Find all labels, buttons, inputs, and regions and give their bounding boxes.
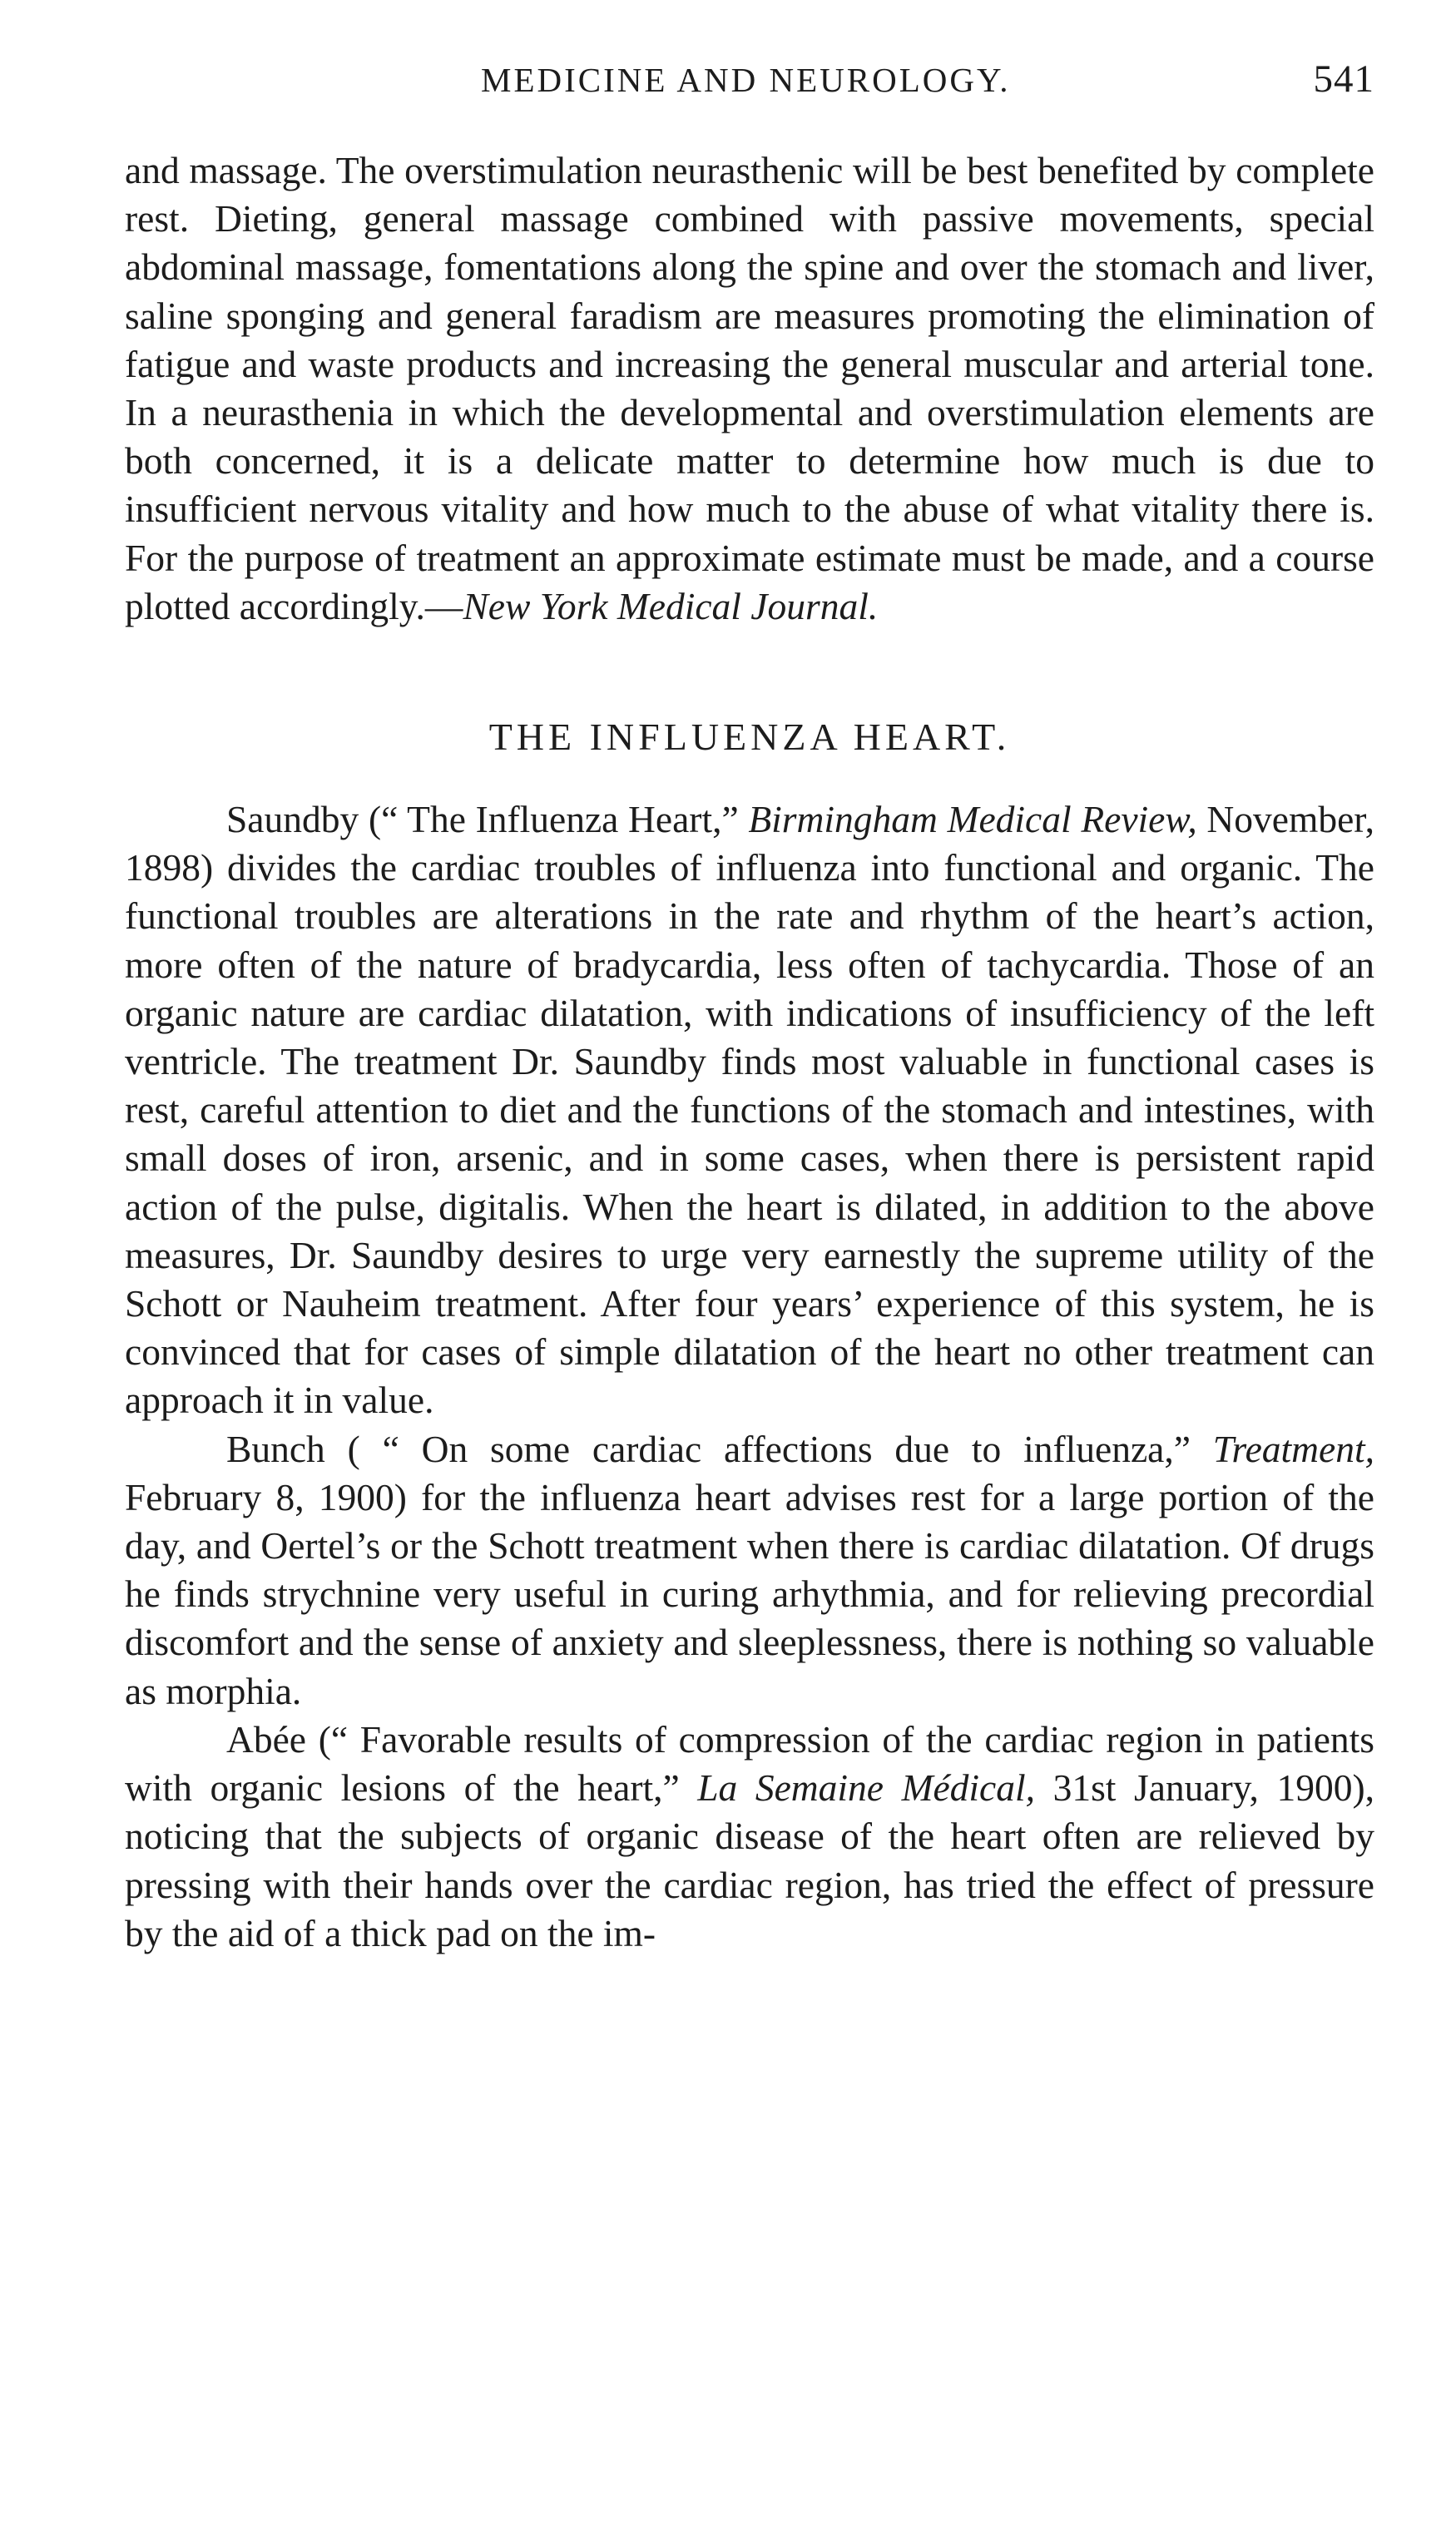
paragraph-saundby	[125, 795, 1374, 1425]
paragraph-text: 31st January, 1900), noticing that the subjects of organic disease of the heart often are relieved by pressing with their hands over the cardiac region, has tried the effect of pressure by the aid of a thick pad on the im-	[125, 1766, 1374, 1954]
source-citation: New York Medical Journal.	[463, 584, 879, 627]
journal-citation: La Semaine Médical,	[697, 1766, 1036, 1810]
paragraph-bunch	[125, 1425, 1374, 1716]
journal-citation: Birmingham Medical Review,	[748, 798, 1197, 841]
running-title: MEDICINE AND NEUROLOGY.	[481, 61, 1011, 99]
paragraph-text: Bunch ( “ On some cardiac affections due to influenza,”	[226, 1427, 1213, 1470]
text-column	[125, 146, 1374, 1958]
paragraph-text: November, 1898) divides the cardiac troubles of influenza into functional and organic. The functional troubles are alterations in the rate and rhythm of the heart’s action, more often of the nature of bradycardia, less often of tachycardia. Those of an organic nature are cardiac dilatation, with indications of insufficiency of the left ventricle. The treatment Dr. Saundby finds most valuable in functional cases is rest, careful attention to diet and the functions of the stomach and intestines, with small doses of iron, arsenic, and in some cases, when there is persistent rapid action of the pulse, digitalis. When the heart is dilated, in addition to the above measures, Dr. Saundby desires to urge very earnestly the supreme utility of the Schott or Nauheim treatment. After four years’ experience of this system, he is convinced that for cases of simple dilatation of the heart no other treatment can approach it in value.	[125, 798, 1374, 1422]
page-number: 541	[1313, 57, 1374, 101]
section-title: THE INFLUENZA HEART.	[488, 716, 1011, 759]
continuation-paragraph	[125, 146, 1374, 631]
paragraph-text: February 8, 1900) for the influenza heart advises rest for a large portion of the day, and Oertel’s or the Schott treatment when there is cardiac dilatation. Of drugs he finds strychnine very useful in curing arhythmia, and for relieving precordial discomfort and the sense of anxiety and sleeplessness, there is nothing so valuable as morphia.	[125, 1475, 1374, 1712]
running-head	[125, 57, 1374, 110]
paragraph-text: Abée (“ Favorable results of compression of the cardiac region in patients with organic lesions of the heart,”	[125, 1717, 1374, 1810]
paragraph-abee	[125, 1716, 1374, 1958]
paragraph-text: Saundby (“ The Influenza Heart,”	[226, 798, 749, 841]
continuation-text: and massage. The overstimulation neurasthenic will be best benefited by complete rest. Dieting, general massage combined with passive movements, special abdominal massage, fomentations along the spine and over the stomach and liver, saline sponging and general faradism are measures promoting the elimination of fatigue and waste products and increasing the general muscular and arterial tone. In a neurasthenia in which the developmental and overstimulation elements are both concerned, it is a delicate matter to determine how much is due to insufficient nervous vitality and how much to the abuse of what vitality there is. For the purpose of treatment an approximate estimate must be made, and a course plotted accordingly.—	[125, 149, 1374, 627]
journal-citation: Treatment,	[1212, 1427, 1374, 1470]
